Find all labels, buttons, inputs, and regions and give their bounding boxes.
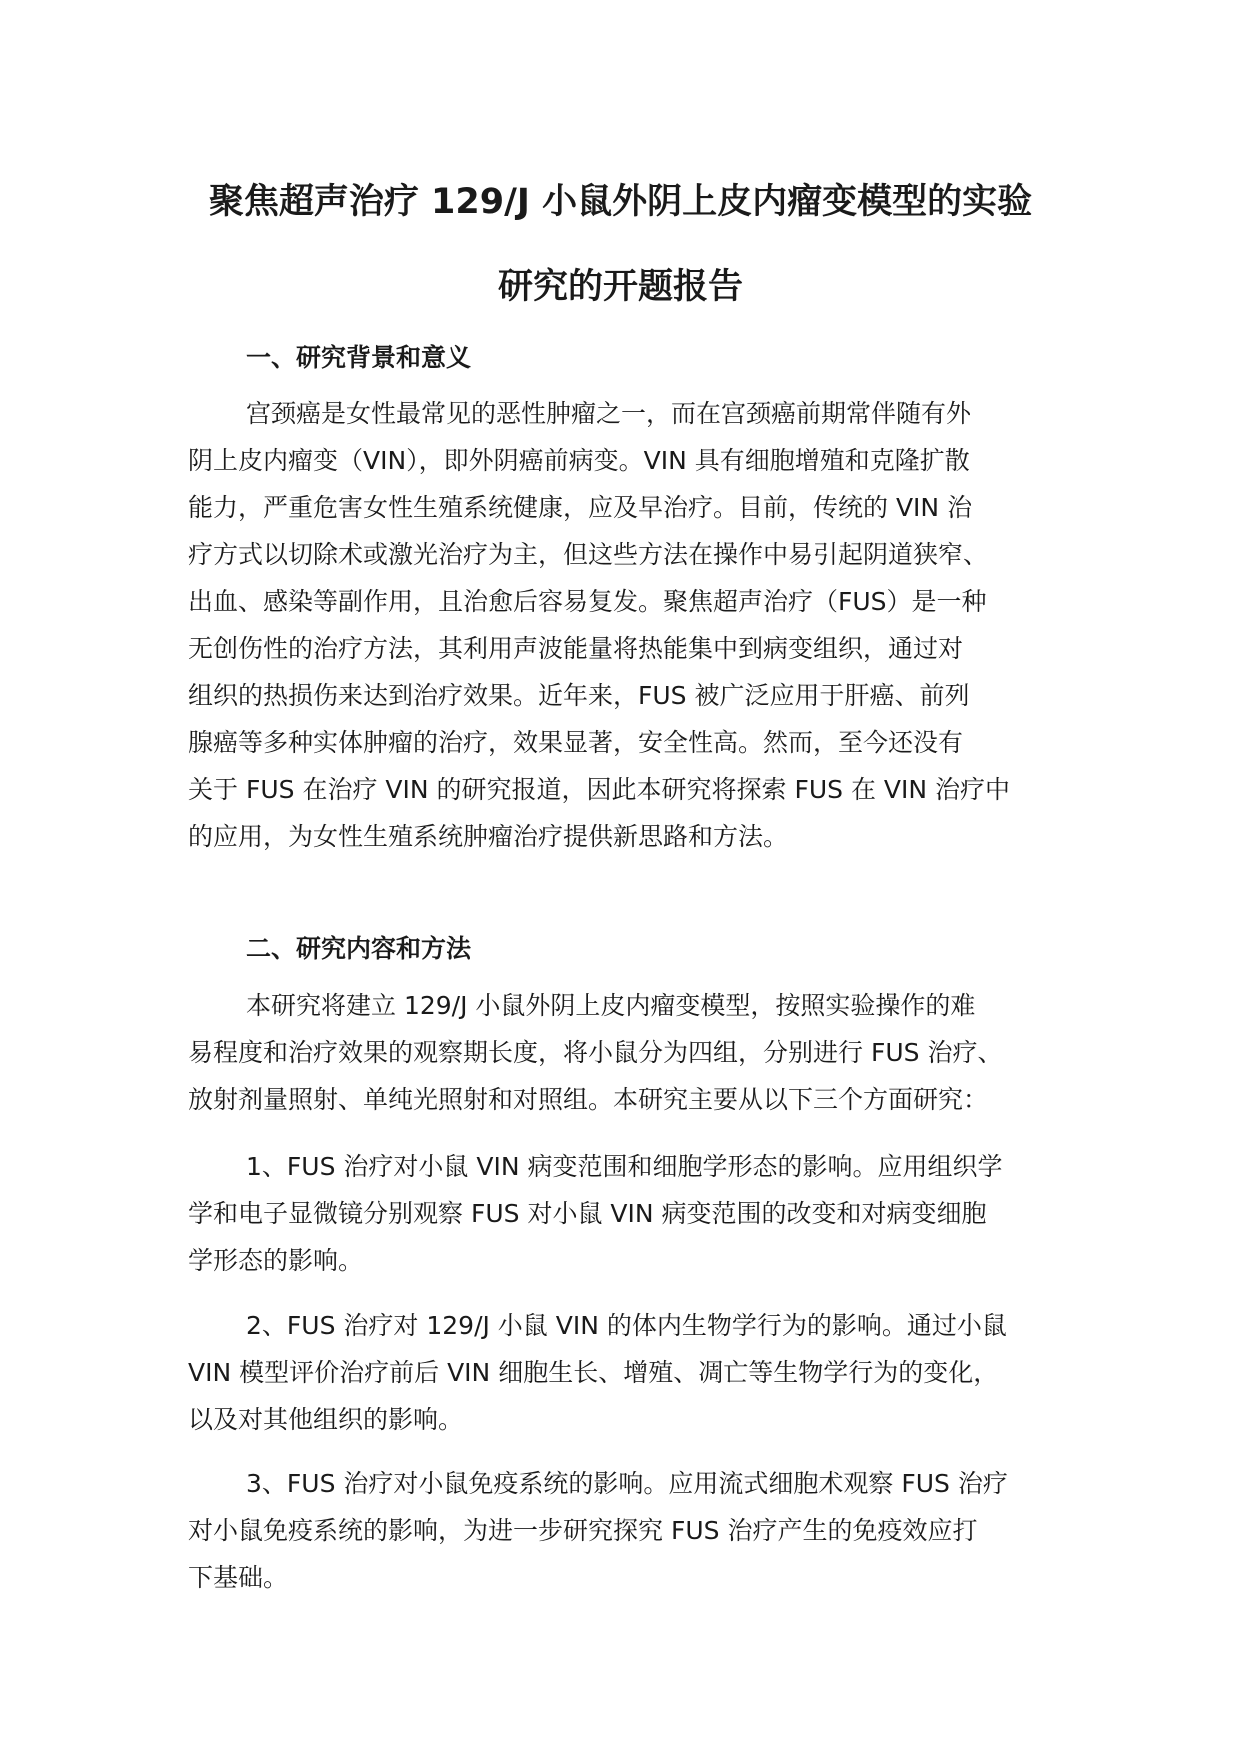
text-line: 组织的热损伤来达到治疗效果。近年来，FUS 被广泛应用于肝癌、前列 xyxy=(188,681,970,710)
text-line: 学和电子显微镜分别观察 FUS 对小鼠 VIN 病变范围的改变和对病变细胞 xyxy=(188,1199,987,1228)
section-heading-content-methods: 二、研究内容和方法 xyxy=(246,934,472,963)
text-line: 无创伤性的治疗方法，其利用声波能量将热能集中到病变组织，通过对 xyxy=(188,634,964,663)
paragraph-background xyxy=(188,390,1088,860)
text-line: 阴上皮内瘤变（VIN），即外阴癌前病变。VIN 具有细胞增殖和克隆扩散 xyxy=(188,446,970,475)
paragraph-item-3 xyxy=(188,1460,1088,1601)
text-line: 本研究将建立 129/J 小鼠外阴上皮内瘤变模型，按照实验操作的难 xyxy=(246,991,976,1020)
text-line: 关于 FUS 在治疗 VIN 的研究报道，因此本研究将探索 FUS 在 VIN 治疗中 xyxy=(188,775,1011,804)
document-title-line-1: 聚焦超声治疗 129/J 小鼠外阴上皮内瘤变模型的实验 xyxy=(208,182,1033,222)
text-line: 腺癌等多种实体肿瘤的治疗，效果显著，安全性高。然而，至今还没有 xyxy=(188,728,964,757)
text-line: 以及对其他组织的影响。 xyxy=(188,1405,464,1434)
text-line: 的应用，为女性生殖系统肿瘤治疗提供新思路和方法。 xyxy=(188,822,789,851)
text-line: 学形态的影响。 xyxy=(188,1246,364,1275)
text-line: 1、FUS 治疗对小鼠 VIN 病变范围和细胞学形态的影响。应用组织学 xyxy=(246,1152,1003,1181)
text-line: 宫颈癌是女性最常见的恶性肿瘤之一，而在宫颈癌前期常伴随有外 xyxy=(246,399,972,428)
text-line: 疗方式以切除术或激光治疗为主，但这些方法在操作中易引起阴道狭窄、 xyxy=(188,540,989,569)
text-line: VIN 模型评价治疗前后 VIN 细胞生长、增殖、凋亡等生物学行为的变化， xyxy=(188,1358,999,1387)
section-heading-background: 一、研究背景和意义 xyxy=(246,343,472,372)
paragraph-item-1 xyxy=(188,1143,1088,1284)
text-line: 下基础。 xyxy=(188,1563,289,1592)
text-line: 易程度和治疗效果的观察期长度，将小鼠分为四组，分别进行 FUS 治疗、 xyxy=(188,1038,1003,1067)
text-line: 放射剂量照射、单纯光照射和对照组。本研究主要从以下三个方面研究： xyxy=(188,1085,989,1114)
text-line: 对小鼠免疫系统的影响，为进一步研究探究 FUS 治疗产生的免疫效应打 xyxy=(188,1516,978,1545)
paragraph-item-2 xyxy=(188,1302,1088,1443)
paragraph-study-design xyxy=(188,982,1088,1123)
text-line: 能力，严重危害女性生殖系统健康，应及早治疗。目前，传统的 VIN 治 xyxy=(188,493,973,522)
text-line: 3、FUS 治疗对小鼠免疫系统的影响。应用流式细胞术观察 FUS 治疗 xyxy=(246,1469,1008,1498)
text-line: 2、FUS 治疗对 129/J 小鼠 VIN 的体内生物学行为的影响。通过小鼠 xyxy=(246,1311,1007,1340)
text-line: 出血、感染等副作用，且治愈后容易复发。聚焦超声治疗（FUS）是一种 xyxy=(188,587,987,616)
document-title-line-2: 研究的开题报告 xyxy=(497,267,743,307)
